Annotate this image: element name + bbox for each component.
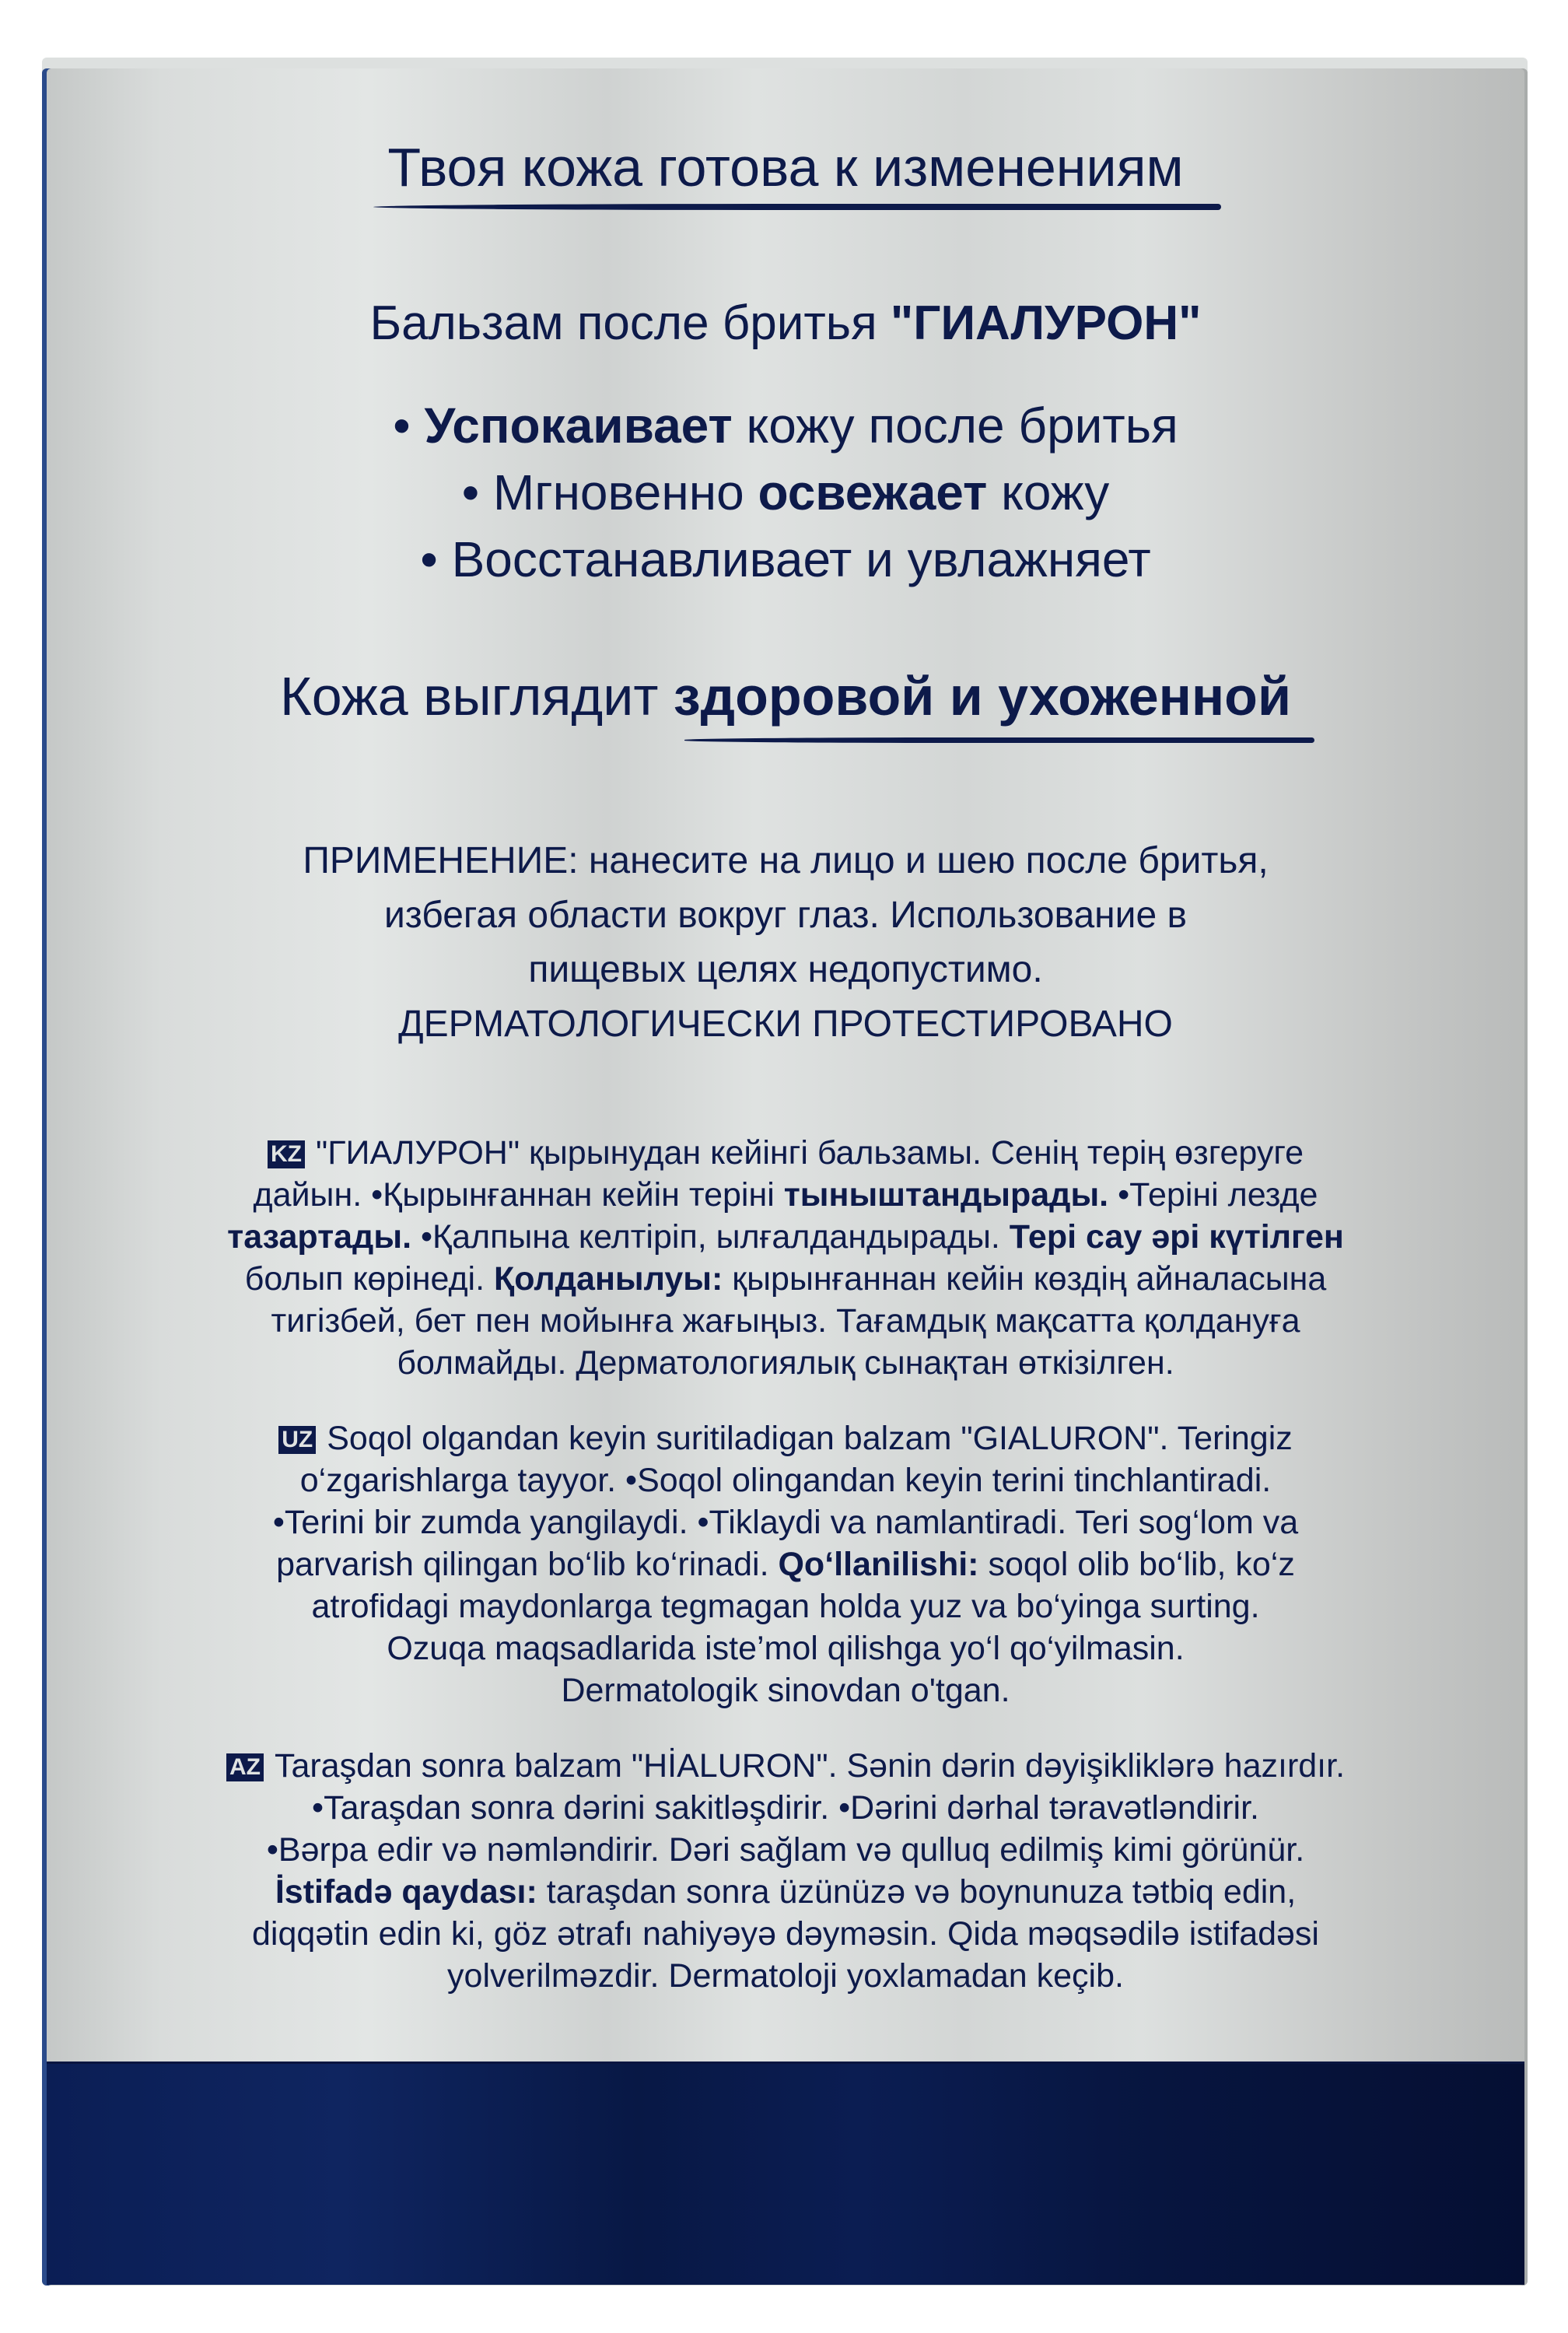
benefit-text: • Восстанавливает и увлажняет (420, 531, 1151, 587)
kz-bold: Тері сау әрі күтілген (1009, 1218, 1344, 1256)
uz-bold: Qo‘llanilishi: (778, 1546, 979, 1583)
benefit-text: кожу после бритья (732, 398, 1178, 454)
benefit-2 (47, 464, 1524, 521)
text-az (47, 1745, 1524, 1997)
az-line: •Bərpa edir və nəmləndirir. Dəri sağlam və qulluq edilmiş kimi görünür. (266, 1831, 1305, 1869)
application-line: избегая области вокруг глаз. Использование в (383, 895, 1188, 936)
az-line: •Taraşdan sonra dərini sakitləşdirir. •Dərini dərhal təravətləndirir. (312, 1789, 1259, 1827)
kz-line: •Теріні лезде (1108, 1176, 1318, 1214)
application-line: пищевых целях недопустимо. (528, 949, 1043, 990)
benefit-bold: освежает (758, 464, 988, 520)
product-name (47, 296, 1524, 351)
product-brand: "ГИАЛУРОН" (890, 296, 1202, 350)
application-line: ПРИМЕНЕНИЕ: нанесите на лицо и шею после бритья, (303, 840, 1269, 881)
headline: Твоя кожа готова к изменениям (387, 137, 1184, 198)
az-bold: İstifadə qaydası: (275, 1873, 537, 1911)
kz-line: болып көрінеді. (244, 1260, 494, 1298)
kz-line: дайын. •Қырынғаннан кейін теріні (253, 1176, 784, 1214)
kz-bold: тазартады. (227, 1218, 412, 1256)
uz-line: o‘zgarishlarga tayyor. •Soqol olingandan keyin terini tinchlantiradi. (299, 1462, 1272, 1499)
result-claim (47, 665, 1524, 727)
kz-line: "ГИАЛУРОН" қырынудан кейінгі бальзамы. Сенің терің өзгеруге (316, 1134, 1304, 1172)
az-line: diqqətin edin ki, göz ətrafı nahiyəyə dəyməsin. Qida məqsədilə istifadəsi (252, 1915, 1319, 1953)
kz-line: •Қалпына келтіріп, ылғалдандырады. (411, 1218, 1010, 1256)
text-kz (47, 1132, 1524, 1384)
text-uz (47, 1417, 1524, 1711)
uz-line: atrofidagi maydonlarga tegmagan holda yuz va bo‘yinga surting. (311, 1588, 1260, 1625)
benefit-bold: Успокаивает (424, 398, 733, 454)
language-tag-kz: KZ (268, 1140, 305, 1168)
result-bold: здоровой и ухоженной (673, 666, 1291, 727)
uz-line: parvarish qilingan bo‘lib ko‘rinadi. (276, 1546, 779, 1583)
uz-line: Ozuqa maqsadlarida iste’mol qilishga yo‘l qo‘yilmasin. (387, 1630, 1185, 1667)
application-line: ДЕРМАТОЛОГИЧЕСКИ ПРОТЕСТИРОВАНО (398, 1004, 1173, 1045)
language-tag-az: AZ (226, 1753, 264, 1781)
uz-line: •Terini bir zumda yangilaydi. •Tiklaydi va namlantiradi. Teri sog‘lom va (272, 1504, 1299, 1541)
result-prefix: Кожа выглядит (280, 666, 674, 727)
kz-line: қырынғаннан кейін көздің айналасына (723, 1260, 1327, 1298)
benefit-3 (47, 531, 1524, 588)
az-line: taraşdan sonra üzünüzə və boynunuza tətbiq edin, (537, 1873, 1297, 1911)
language-tag-uz: UZ (278, 1426, 316, 1454)
kz-line: болмайды. Дерматологиялық сынақтан өткізілген. (397, 1344, 1174, 1382)
kz-bold: Қолданылуы: (493, 1260, 723, 1298)
uz-line: soqol olib bo‘lib, ko‘z (978, 1546, 1295, 1583)
benefit-text: • Мгновенно (461, 464, 758, 520)
az-line: yolverilməzdir. Dermatoloji yoxlamadan keçib. (447, 1957, 1124, 1995)
benefit-text: кожу (987, 464, 1110, 520)
benefit-text: • (393, 398, 425, 454)
az-line: Taraşdan sonra balzam "HİALURON". Sənin dərin dəyişikliklərə hazırdır. (274, 1747, 1346, 1785)
kz-bold: тыныштандырады. (783, 1176, 1109, 1214)
result-underline (684, 737, 1314, 743)
benefit-1 (47, 397, 1524, 454)
uz-line: Dermatologik sinovdan o'tgan. (561, 1672, 1010, 1709)
product-prefix: Бальзам после бритья (369, 296, 891, 350)
application-ru (47, 834, 1524, 1052)
headline-underline (373, 204, 1221, 210)
uz-line: Soqol olgandan keyin suritiladigan balzam "GIALURON". Teringiz (327, 1420, 1293, 1457)
navy-bottom-band (47, 2062, 1524, 2285)
kz-line: тигізбей, бет пен мойынға жағыңыз. Тағамдық мақсатта қолдануға (271, 1302, 1300, 1340)
